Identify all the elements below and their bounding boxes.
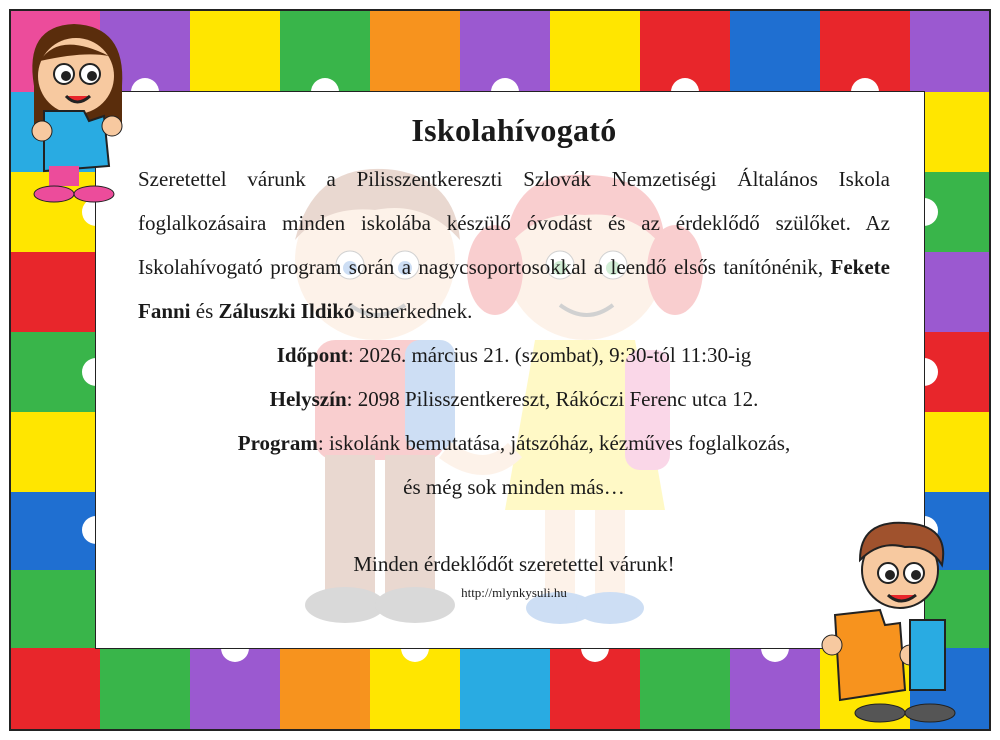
- program-label: Program: [237, 431, 318, 455]
- time-label: Időpont: [276, 343, 348, 367]
- intro-text-1: Szeretettel várunk a Pilisszentkereszti Szlovák Nemzetiségi Általános Iskola foglalkozásaira minden iskolába készülő óvodást és az érdeklődő szülőket. Az Iskolahívogató program során a nagycsoportosokkal a leendő elsős tanítónénik,: [138, 167, 890, 279]
- time-value: : 2026. március 21. (szombat), 9:30-tól 11:30-ig: [347, 343, 752, 367]
- intro-text-2: ismerkednek.: [354, 299, 473, 323]
- flyer-content: [138, 112, 890, 601]
- flyer-title: Iskolahívogató: [411, 112, 617, 148]
- place-line: [138, 377, 890, 421]
- program-line: [138, 421, 890, 465]
- intro-conjunction: és: [190, 299, 219, 323]
- closing-line: Minden érdeklődőt szeretettel várunk!: [353, 552, 675, 576]
- place-label: Helyszín: [269, 387, 347, 411]
- website-url: http://mlynkysuli.hu: [461, 585, 567, 600]
- time-line: [138, 333, 890, 377]
- teacher-name-2: Záluszki Ildikó: [218, 299, 355, 323]
- girl-cartoon-icon: [14, 16, 134, 206]
- teacher-name-1: Fekete Fanni: [138, 255, 890, 323]
- intro-paragraph: [138, 157, 890, 333]
- program-value: : iskolánk bemutatása, játszóház, kézműves foglalkozás,: [317, 431, 791, 455]
- program-line-2: és még sok minden más…: [403, 475, 625, 499]
- place-value: : 2098 Pilisszentkereszt, Rákóczi Ferenc utca 12.: [346, 387, 759, 411]
